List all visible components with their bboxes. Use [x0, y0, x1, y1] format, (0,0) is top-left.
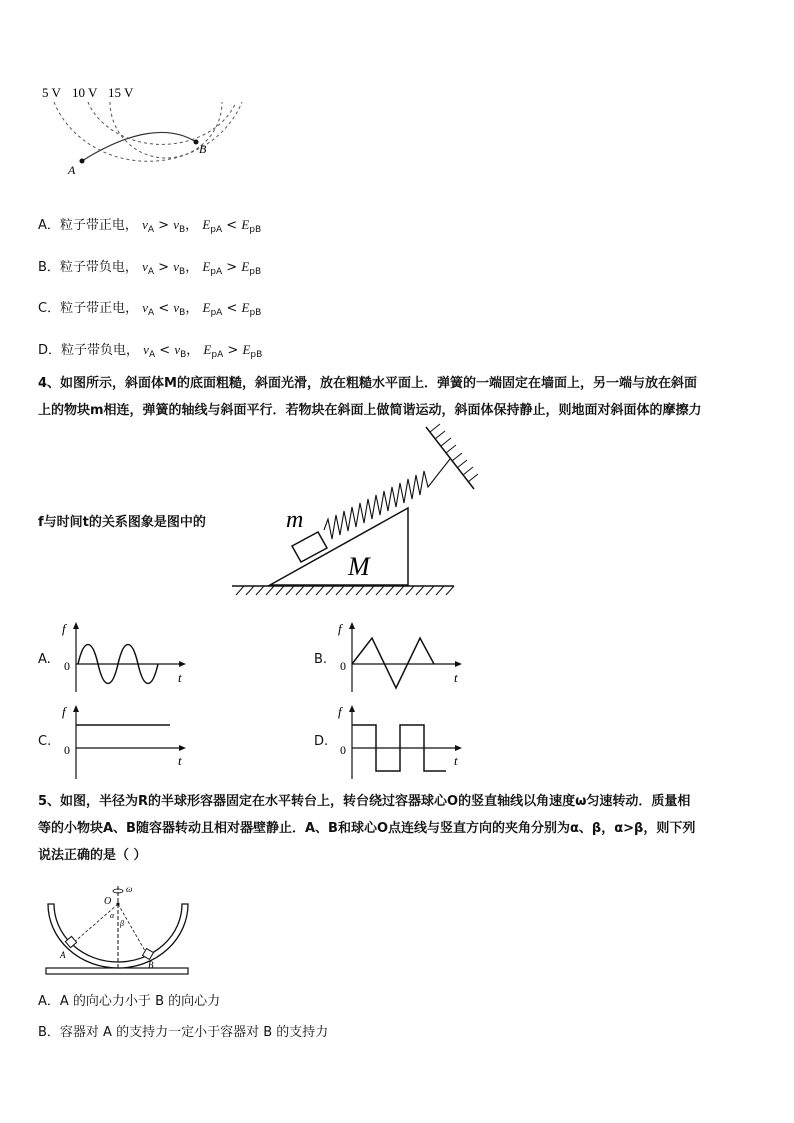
q5-stem-line1: 5、如图，半径为R的半球形容器固定在水平转台上，转台绕过容器球心O的竖直轴线以角速度ω匀速转动．质量相	[38, 794, 691, 809]
q4-option-c-letter: C.	[38, 734, 52, 749]
q3-option-b: B．粒子带负电， $v_A > v_B$， $E_{pA} > E_{pB}$	[38, 259, 262, 277]
q5-stem-line3: 说法正确的是（ ）	[38, 848, 147, 863]
axis-f: f	[338, 704, 342, 719]
axis-t: t	[454, 670, 458, 685]
label-alpha: α	[110, 911, 115, 920]
axis-t: t	[178, 753, 182, 768]
turntable	[46, 968, 188, 974]
particle-trajectory	[82, 132, 196, 161]
q4-option-d-letter: D.	[314, 734, 329, 749]
label-a: A	[60, 950, 66, 960]
equipotential-figure	[38, 84, 248, 194]
axis-zero: 0	[64, 659, 70, 673]
label-m: m	[286, 507, 304, 533]
axis-f: f	[338, 621, 342, 636]
axis-zero: 0	[340, 659, 346, 673]
triangle-wave	[352, 638, 434, 688]
axis-f: f	[62, 704, 66, 719]
q4-option-a-graph	[58, 620, 198, 696]
label-b: B	[148, 960, 154, 970]
q4-option-b-letter: B.	[314, 652, 328, 667]
q4-option-c-graph	[58, 703, 198, 781]
axis-zero: 0	[340, 743, 346, 757]
q4-stem-line3: f与时间t的关系图象是图中的	[38, 515, 206, 530]
point-b	[194, 140, 199, 145]
axis-zero: 0	[64, 743, 70, 757]
point-a	[80, 159, 85, 164]
axis-f: f	[62, 621, 66, 636]
q4-stem-line1: 4、如图所示，斜面体M的底面粗糙，斜面光滑，放在粗糙水平面上．弹簧的一端固定在墙面上，另一端与放在斜面	[38, 376, 697, 391]
hemisphere-figure	[44, 882, 194, 978]
q3-option-a: A．粒子带正电， $v_A > v_B$， $E_{pA} < E_{pB}$	[38, 217, 262, 235]
label-5v: 5 V	[42, 85, 61, 100]
q4-option-d-graph	[334, 703, 474, 781]
axis-t: t	[454, 753, 458, 768]
q4-option-a-letter: A.	[38, 652, 51, 667]
q4-stem-line2: 上的物块m相连，弹簧的轴线与斜面平行．若物块在斜面上做简谐运动，斜面体保持静止，则地面对斜面体的摩擦力	[38, 403, 702, 418]
point-b-label: B	[199, 142, 207, 156]
label-10v: 10 V	[72, 85, 98, 100]
label-omega: ω	[126, 884, 133, 894]
label-15v: 15 V	[108, 85, 134, 100]
label-o: O	[104, 896, 112, 907]
q5-stem-line2: 等的小物块A、B随容器转动且相对器壁静止．A、B和球心O点连线与竖直方向的夹角分别为α、β，α>β，则下列	[38, 821, 696, 836]
label-M: M	[348, 552, 370, 581]
label-beta: β	[120, 919, 124, 928]
q3-option-c: C．粒子带正电， $v_A < v_B$， $E_{pA} < E_{pB}$	[38, 300, 262, 318]
q4-option-b-graph	[334, 620, 474, 696]
q5-option-b: B．容器对 A 的支持力一定小于容器对 B 的支持力	[38, 1025, 329, 1040]
q5-stem	[38, 788, 758, 869]
incline-figure	[228, 415, 478, 605]
q5-option-a: A．A 的向心力小于 B 的向心力	[38, 994, 221, 1009]
point-a-label: A	[68, 163, 76, 177]
q3-option-d: D．粒子带负电， $v_A < v_B$， $E_{pA} > E_{pB}$	[38, 342, 263, 360]
axis-t: t	[178, 670, 182, 685]
